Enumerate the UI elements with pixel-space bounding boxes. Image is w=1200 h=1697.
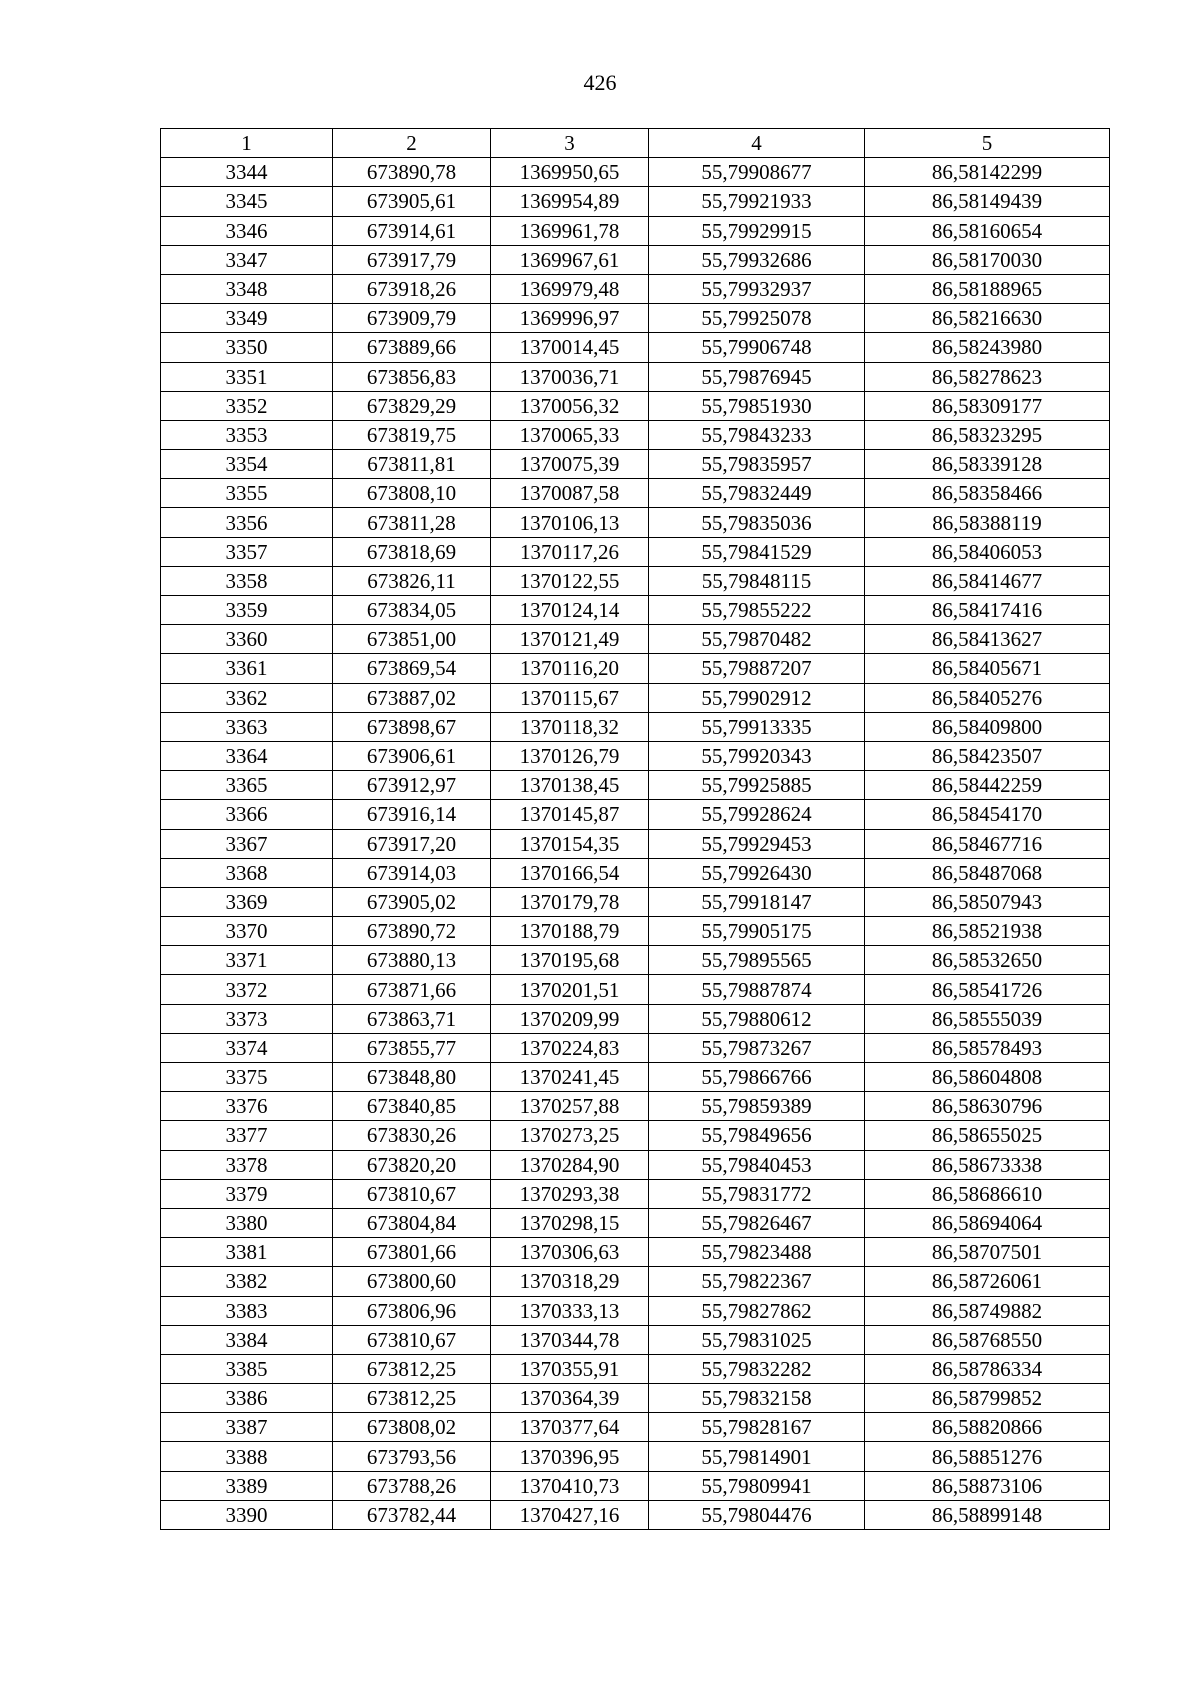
point-number-cell: 3356 [161, 508, 333, 537]
table-row [161, 1004, 1110, 1033]
x-coordinate-cell: 673782,44 [333, 1500, 491, 1529]
latitude-cell: 55,79840453 [649, 1150, 865, 1179]
y-coordinate-cell: 1370209,99 [491, 1004, 649, 1033]
latitude-cell: 55,79887207 [649, 654, 865, 683]
longitude-cell: 86,58467716 [865, 829, 1110, 858]
latitude-cell: 55,79929915 [649, 216, 865, 245]
latitude-cell: 55,79835036 [649, 508, 865, 537]
table-row [161, 304, 1110, 333]
y-coordinate-cell: 1370377,64 [491, 1413, 649, 1442]
y-coordinate-cell: 1370126,79 [491, 741, 649, 770]
y-coordinate-cell: 1370273,25 [491, 1121, 649, 1150]
longitude-cell: 86,58873106 [865, 1471, 1110, 1500]
x-coordinate-cell: 673906,61 [333, 741, 491, 770]
y-coordinate-cell: 1370201,51 [491, 975, 649, 1004]
point-number-cell: 3389 [161, 1471, 333, 1500]
longitude-cell: 86,58188965 [865, 274, 1110, 303]
header-row [161, 129, 1110, 158]
latitude-cell: 55,79859389 [649, 1092, 865, 1121]
y-coordinate-cell: 1370124,14 [491, 596, 649, 625]
longitude-cell: 86,58604808 [865, 1063, 1110, 1092]
table-row [161, 858, 1110, 887]
latitude-cell: 55,79926430 [649, 858, 865, 887]
y-coordinate-cell: 1370116,20 [491, 654, 649, 683]
latitude-cell: 55,79905175 [649, 917, 865, 946]
latitude-cell: 55,79929453 [649, 829, 865, 858]
longitude-cell: 86,58487068 [865, 858, 1110, 887]
latitude-cell: 55,79841529 [649, 537, 865, 566]
table-row [161, 654, 1110, 683]
table-row [161, 1442, 1110, 1471]
latitude-cell: 55,79895565 [649, 946, 865, 975]
latitude-cell: 55,79918147 [649, 887, 865, 916]
x-coordinate-cell: 673905,61 [333, 187, 491, 216]
longitude-cell: 86,58532650 [865, 946, 1110, 975]
x-coordinate-cell: 673788,26 [333, 1471, 491, 1500]
longitude-cell: 86,58630796 [865, 1092, 1110, 1121]
x-coordinate-cell: 673793,56 [333, 1442, 491, 1471]
point-number-cell: 3364 [161, 741, 333, 770]
point-number-cell: 3354 [161, 450, 333, 479]
latitude-cell: 55,79887874 [649, 975, 865, 1004]
point-number-cell: 3355 [161, 479, 333, 508]
longitude-cell: 86,58413627 [865, 625, 1110, 654]
latitude-cell: 55,79932937 [649, 274, 865, 303]
point-number-cell: 3388 [161, 1442, 333, 1471]
y-coordinate-cell: 1370166,54 [491, 858, 649, 887]
point-number-cell: 3386 [161, 1384, 333, 1413]
latitude-cell: 55,79851930 [649, 391, 865, 420]
table-row [161, 566, 1110, 595]
point-number-cell: 3363 [161, 712, 333, 741]
x-coordinate-cell: 673801,66 [333, 1238, 491, 1267]
longitude-cell: 86,58799852 [865, 1384, 1110, 1413]
longitude-cell: 86,58726061 [865, 1267, 1110, 1296]
longitude-cell: 86,58388119 [865, 508, 1110, 537]
table-row [161, 420, 1110, 449]
x-coordinate-cell: 673914,03 [333, 858, 491, 887]
point-number-cell: 3371 [161, 946, 333, 975]
latitude-cell: 55,79832158 [649, 1384, 865, 1413]
y-coordinate-cell: 1370138,45 [491, 771, 649, 800]
longitude-cell: 86,58417416 [865, 596, 1110, 625]
table-row [161, 596, 1110, 625]
latitude-cell: 55,79849656 [649, 1121, 865, 1150]
y-coordinate-cell: 1369979,48 [491, 274, 649, 303]
x-coordinate-cell: 673898,67 [333, 712, 491, 741]
latitude-cell: 55,79921933 [649, 187, 865, 216]
point-number-cell: 3358 [161, 566, 333, 595]
point-number-cell: 3373 [161, 1004, 333, 1033]
longitude-cell: 86,58673338 [865, 1150, 1110, 1179]
x-coordinate-cell: 673840,85 [333, 1092, 491, 1121]
latitude-cell: 55,79814901 [649, 1442, 865, 1471]
point-number-cell: 3349 [161, 304, 333, 333]
point-number-cell: 3347 [161, 245, 333, 274]
latitude-cell: 55,79831772 [649, 1179, 865, 1208]
longitude-cell: 86,58694064 [865, 1208, 1110, 1237]
y-coordinate-cell: 1369996,97 [491, 304, 649, 333]
y-coordinate-cell: 1370115,67 [491, 683, 649, 712]
point-number-cell: 3390 [161, 1500, 333, 1529]
x-coordinate-cell: 673811,28 [333, 508, 491, 537]
longitude-cell: 86,58578493 [865, 1033, 1110, 1062]
x-coordinate-cell: 673890,78 [333, 158, 491, 187]
latitude-cell: 55,79823488 [649, 1238, 865, 1267]
table-row [161, 1033, 1110, 1062]
table-row [161, 625, 1110, 654]
table-row [161, 187, 1110, 216]
x-coordinate-cell: 673800,60 [333, 1267, 491, 1296]
table-row [161, 1384, 1110, 1413]
x-coordinate-cell: 673909,79 [333, 304, 491, 333]
table-row [161, 537, 1110, 566]
latitude-cell: 55,79876945 [649, 362, 865, 391]
latitude-cell: 55,79826467 [649, 1208, 865, 1237]
table-row [161, 362, 1110, 391]
longitude-cell: 86,58521938 [865, 917, 1110, 946]
longitude-cell: 86,58406053 [865, 537, 1110, 566]
latitude-cell: 55,79828167 [649, 1413, 865, 1442]
point-number-cell: 3382 [161, 1267, 333, 1296]
longitude-cell: 86,58339128 [865, 450, 1110, 479]
longitude-cell: 86,58899148 [865, 1500, 1110, 1529]
x-coordinate-cell: 673810,67 [333, 1179, 491, 1208]
point-number-cell: 3383 [161, 1296, 333, 1325]
point-number-cell: 3380 [161, 1208, 333, 1237]
point-number-cell: 3379 [161, 1179, 333, 1208]
point-number-cell: 3369 [161, 887, 333, 916]
point-number-cell: 3367 [161, 829, 333, 858]
longitude-cell: 86,58405671 [865, 654, 1110, 683]
latitude-cell: 55,79843233 [649, 420, 865, 449]
page-number: 426 [583, 70, 617, 95]
x-coordinate-cell: 673812,25 [333, 1354, 491, 1383]
y-coordinate-cell: 1370318,29 [491, 1267, 649, 1296]
x-coordinate-cell: 673889,66 [333, 333, 491, 362]
x-coordinate-cell: 673811,81 [333, 450, 491, 479]
y-coordinate-cell: 1370087,58 [491, 479, 649, 508]
longitude-cell: 86,58409800 [865, 712, 1110, 741]
table-row [161, 1296, 1110, 1325]
latitude-cell: 55,79809941 [649, 1471, 865, 1500]
table-row [161, 1500, 1110, 1529]
latitude-cell: 55,79902912 [649, 683, 865, 712]
y-coordinate-cell: 1370036,71 [491, 362, 649, 391]
table-row [161, 1208, 1110, 1237]
column-header-1: 1 [161, 129, 333, 158]
point-number-cell: 3378 [161, 1150, 333, 1179]
y-coordinate-cell: 1370065,33 [491, 420, 649, 449]
latitude-cell: 55,79870482 [649, 625, 865, 654]
x-coordinate-cell: 673917,20 [333, 829, 491, 858]
point-number-cell: 3366 [161, 800, 333, 829]
longitude-cell: 86,58686610 [865, 1179, 1110, 1208]
x-coordinate-cell: 673819,75 [333, 420, 491, 449]
y-coordinate-cell: 1370257,88 [491, 1092, 649, 1121]
table-row [161, 712, 1110, 741]
y-coordinate-cell: 1370188,79 [491, 917, 649, 946]
longitude-cell: 86,58749882 [865, 1296, 1110, 1325]
latitude-cell: 55,79832282 [649, 1354, 865, 1383]
point-number-cell: 3352 [161, 391, 333, 420]
latitude-cell: 55,79832449 [649, 479, 865, 508]
y-coordinate-cell: 1370117,26 [491, 537, 649, 566]
longitude-cell: 86,58149439 [865, 187, 1110, 216]
latitude-cell: 55,79920343 [649, 741, 865, 770]
y-coordinate-cell: 1370344,78 [491, 1325, 649, 1354]
table-row [161, 771, 1110, 800]
x-coordinate-cell: 673810,67 [333, 1325, 491, 1354]
x-coordinate-cell: 673869,54 [333, 654, 491, 683]
x-coordinate-cell: 673829,29 [333, 391, 491, 420]
column-header-4: 4 [649, 129, 865, 158]
x-coordinate-cell: 673851,00 [333, 625, 491, 654]
longitude-cell: 86,58768550 [865, 1325, 1110, 1354]
table-row [161, 683, 1110, 712]
table-row [161, 829, 1110, 858]
x-coordinate-cell: 673812,25 [333, 1384, 491, 1413]
x-coordinate-cell: 673808,02 [333, 1413, 491, 1442]
point-number-cell: 3365 [161, 771, 333, 800]
y-coordinate-cell: 1370118,32 [491, 712, 649, 741]
y-coordinate-cell: 1369967,61 [491, 245, 649, 274]
point-number-cell: 3370 [161, 917, 333, 946]
latitude-cell: 55,79866766 [649, 1063, 865, 1092]
column-header-5: 5 [865, 129, 1110, 158]
y-coordinate-cell: 1370224,83 [491, 1033, 649, 1062]
y-coordinate-cell: 1370014,45 [491, 333, 649, 362]
y-coordinate-cell: 1370121,49 [491, 625, 649, 654]
y-coordinate-cell: 1369950,65 [491, 158, 649, 187]
latitude-cell: 55,79913335 [649, 712, 865, 741]
x-coordinate-cell: 673917,79 [333, 245, 491, 274]
point-number-cell: 3350 [161, 333, 333, 362]
longitude-cell: 86,58555039 [865, 1004, 1110, 1033]
y-coordinate-cell: 1370427,16 [491, 1500, 649, 1529]
y-coordinate-cell: 1370106,13 [491, 508, 649, 537]
y-coordinate-cell: 1370306,63 [491, 1238, 649, 1267]
y-coordinate-cell: 1370179,78 [491, 887, 649, 916]
longitude-cell: 86,58170030 [865, 245, 1110, 274]
table-row [161, 741, 1110, 770]
longitude-cell: 86,58142299 [865, 158, 1110, 187]
latitude-cell: 55,79804476 [649, 1500, 865, 1529]
y-coordinate-cell: 1370195,68 [491, 946, 649, 975]
longitude-cell: 86,58786334 [865, 1354, 1110, 1383]
x-coordinate-cell: 673887,02 [333, 683, 491, 712]
table-row [161, 1325, 1110, 1354]
coordinates-table [160, 128, 1110, 1530]
x-coordinate-cell: 673818,69 [333, 537, 491, 566]
longitude-cell: 86,58541726 [865, 975, 1110, 1004]
latitude-cell: 55,79835957 [649, 450, 865, 479]
longitude-cell: 86,58423507 [865, 741, 1110, 770]
x-coordinate-cell: 673830,26 [333, 1121, 491, 1150]
point-number-cell: 3385 [161, 1354, 333, 1383]
point-number-cell: 3384 [161, 1325, 333, 1354]
table-row [161, 1413, 1110, 1442]
longitude-cell: 86,58414677 [865, 566, 1110, 595]
table-row [161, 1150, 1110, 1179]
point-number-cell: 3387 [161, 1413, 333, 1442]
x-coordinate-cell: 673804,84 [333, 1208, 491, 1237]
x-coordinate-cell: 673806,96 [333, 1296, 491, 1325]
y-coordinate-cell: 1370293,38 [491, 1179, 649, 1208]
table-row [161, 391, 1110, 420]
x-coordinate-cell: 673918,26 [333, 274, 491, 303]
x-coordinate-cell: 673834,05 [333, 596, 491, 625]
table-row [161, 1267, 1110, 1296]
table-row [161, 1179, 1110, 1208]
latitude-cell: 55,79908677 [649, 158, 865, 187]
table-row [161, 274, 1110, 303]
column-header-3: 3 [491, 129, 649, 158]
y-coordinate-cell: 1370298,15 [491, 1208, 649, 1237]
x-coordinate-cell: 673855,77 [333, 1033, 491, 1062]
y-coordinate-cell: 1370241,45 [491, 1063, 649, 1092]
longitude-cell: 86,58707501 [865, 1238, 1110, 1267]
point-number-cell: 3360 [161, 625, 333, 654]
y-coordinate-cell: 1370364,39 [491, 1384, 649, 1413]
x-coordinate-cell: 673826,11 [333, 566, 491, 595]
point-number-cell: 3346 [161, 216, 333, 245]
x-coordinate-cell: 673880,13 [333, 946, 491, 975]
longitude-cell: 86,58216630 [865, 304, 1110, 333]
point-number-cell: 3368 [161, 858, 333, 887]
longitude-cell: 86,58405276 [865, 683, 1110, 712]
table-row [161, 1092, 1110, 1121]
x-coordinate-cell: 673863,71 [333, 1004, 491, 1033]
table-row [161, 1471, 1110, 1500]
latitude-cell: 55,79855222 [649, 596, 865, 625]
point-number-cell: 3348 [161, 274, 333, 303]
table-row [161, 245, 1110, 274]
y-coordinate-cell: 1370075,39 [491, 450, 649, 479]
longitude-cell: 86,58243980 [865, 333, 1110, 362]
longitude-cell: 86,58442259 [865, 771, 1110, 800]
y-coordinate-cell: 1370145,87 [491, 800, 649, 829]
latitude-cell: 55,79873267 [649, 1033, 865, 1062]
table-row [161, 800, 1110, 829]
y-coordinate-cell: 1370284,90 [491, 1150, 649, 1179]
table-row [161, 216, 1110, 245]
longitude-cell: 86,58323295 [865, 420, 1110, 449]
table-row [161, 1063, 1110, 1092]
latitude-cell: 55,79827862 [649, 1296, 865, 1325]
y-coordinate-cell: 1370154,35 [491, 829, 649, 858]
longitude-cell: 86,58820866 [865, 1413, 1110, 1442]
latitude-cell: 55,79822367 [649, 1267, 865, 1296]
y-coordinate-cell: 1370396,95 [491, 1442, 649, 1471]
latitude-cell: 55,79906748 [649, 333, 865, 362]
longitude-cell: 86,58851276 [865, 1442, 1110, 1471]
point-number-cell: 3357 [161, 537, 333, 566]
table-row [161, 479, 1110, 508]
column-header-2: 2 [333, 129, 491, 158]
longitude-cell: 86,58309177 [865, 391, 1110, 420]
point-number-cell: 3359 [161, 596, 333, 625]
latitude-cell: 55,79831025 [649, 1325, 865, 1354]
longitude-cell: 86,58655025 [865, 1121, 1110, 1150]
point-number-cell: 3361 [161, 654, 333, 683]
table-row [161, 1121, 1110, 1150]
table-row [161, 1354, 1110, 1383]
longitude-cell: 86,58507943 [865, 887, 1110, 916]
longitude-cell: 86,58454170 [865, 800, 1110, 829]
point-number-cell: 3374 [161, 1033, 333, 1062]
point-number-cell: 3376 [161, 1092, 333, 1121]
table-row [161, 975, 1110, 1004]
point-number-cell: 3345 [161, 187, 333, 216]
y-coordinate-cell: 1370122,55 [491, 566, 649, 595]
x-coordinate-cell: 673912,97 [333, 771, 491, 800]
latitude-cell: 55,79925885 [649, 771, 865, 800]
point-number-cell: 3344 [161, 158, 333, 187]
y-coordinate-cell: 1370333,13 [491, 1296, 649, 1325]
table-row [161, 508, 1110, 537]
y-coordinate-cell: 1370355,91 [491, 1354, 649, 1383]
x-coordinate-cell: 673820,20 [333, 1150, 491, 1179]
point-number-cell: 3372 [161, 975, 333, 1004]
x-coordinate-cell: 673916,14 [333, 800, 491, 829]
longitude-cell: 86,58358466 [865, 479, 1110, 508]
table-row [161, 946, 1110, 975]
table-body [161, 158, 1110, 1530]
latitude-cell: 55,79932686 [649, 245, 865, 274]
x-coordinate-cell: 673871,66 [333, 975, 491, 1004]
y-coordinate-cell: 1369954,89 [491, 187, 649, 216]
latitude-cell: 55,79925078 [649, 304, 865, 333]
y-coordinate-cell: 1369961,78 [491, 216, 649, 245]
x-coordinate-cell: 673914,61 [333, 216, 491, 245]
table-row [161, 333, 1110, 362]
table-row [161, 917, 1110, 946]
table-header [161, 129, 1110, 158]
point-number-cell: 3351 [161, 362, 333, 391]
point-number-cell: 3375 [161, 1063, 333, 1092]
longitude-cell: 86,58160654 [865, 216, 1110, 245]
longitude-cell: 86,58278623 [865, 362, 1110, 391]
latitude-cell: 55,79880612 [649, 1004, 865, 1033]
table-row [161, 158, 1110, 187]
table-row [161, 887, 1110, 916]
latitude-cell: 55,79928624 [649, 800, 865, 829]
x-coordinate-cell: 673808,10 [333, 479, 491, 508]
x-coordinate-cell: 673890,72 [333, 917, 491, 946]
point-number-cell: 3381 [161, 1238, 333, 1267]
point-number-cell: 3353 [161, 420, 333, 449]
table-row [161, 1238, 1110, 1267]
point-number-cell: 3377 [161, 1121, 333, 1150]
y-coordinate-cell: 1370056,32 [491, 391, 649, 420]
x-coordinate-cell: 673848,80 [333, 1063, 491, 1092]
point-number-cell: 3362 [161, 683, 333, 712]
x-coordinate-cell: 673856,83 [333, 362, 491, 391]
table-row [161, 450, 1110, 479]
latitude-cell: 55,79848115 [649, 566, 865, 595]
y-coordinate-cell: 1370410,73 [491, 1471, 649, 1500]
x-coordinate-cell: 673905,02 [333, 887, 491, 916]
